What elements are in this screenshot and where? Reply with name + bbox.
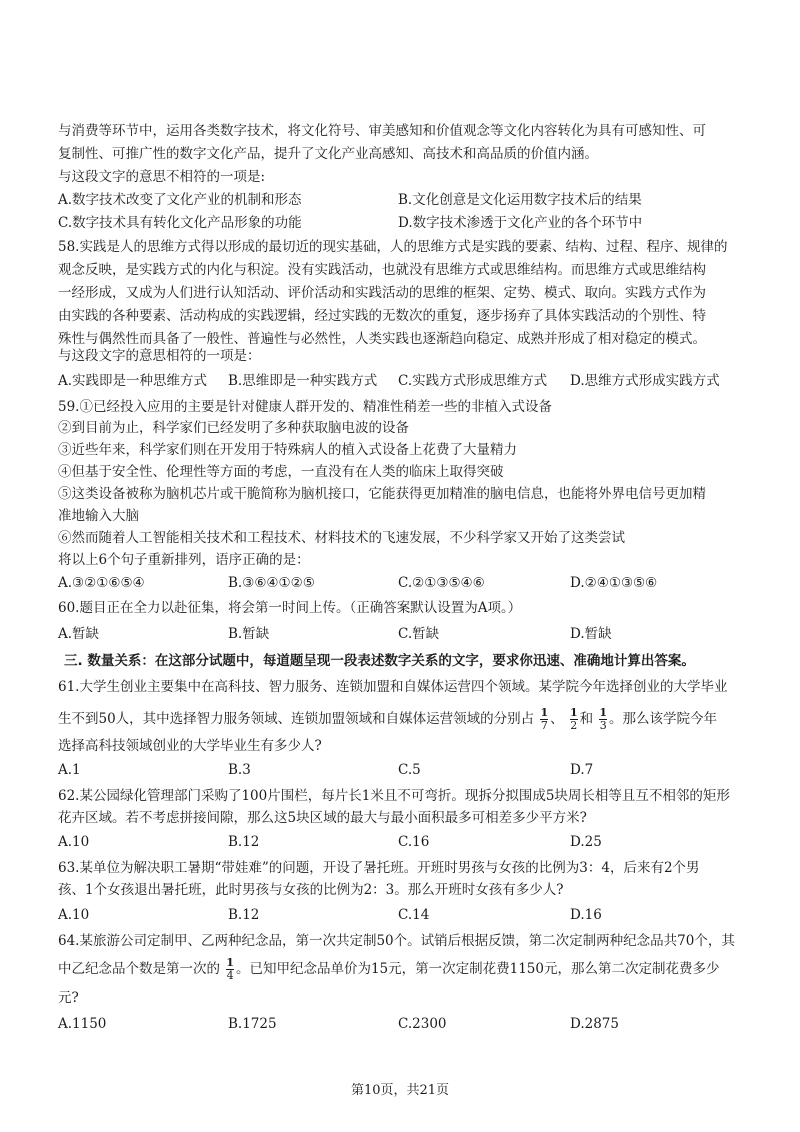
q58-question-stem: 与这段文字的意思相符的一项是： — [58, 348, 261, 364]
q64-option-b[interactable]: B.1725 — [228, 1016, 277, 1032]
fraction-one-seventh — [540, 707, 548, 732]
q59-sentence-2: ②到目前为止，科学家们已经发明了多种获取脑电波的设备 — [58, 420, 409, 436]
q64-option-a[interactable]: A.1150 — [58, 1016, 107, 1032]
q60-option-d[interactable]: D.暂缺 — [570, 626, 612, 642]
q60-option-a[interactable]: A.暂缺 — [58, 626, 100, 642]
q60-option-c[interactable]: C.暂缺 — [398, 626, 440, 642]
q58-option-d[interactable]: D.思维方式形成实践方式 — [570, 373, 720, 389]
q61-option-b[interactable]: B.3 — [228, 762, 251, 778]
q63-stem-line: 63.某单位为解决职工暑期“带娃难”的问题，开设了暑托班。开班时男孩与女孩的比例为3：4，后来有2个男 — [58, 860, 700, 876]
q62-stem-line: 62.某公园绿化管理部门采购了100片围栏，每片长1米且不可弯折。现拆分拟围成5块周长相等且互不相邻的矩形 — [58, 788, 730, 804]
q57-passage-line: 复制性、可推广性的数字文化产品，提升了文化产业高感知、高技术和高品质的价值内涵。 — [58, 146, 598, 162]
q64-option-d[interactable]: D.2875 — [570, 1016, 619, 1032]
fraction-numerator: 1 — [540, 706, 549, 719]
q61-option-d[interactable]: D.7 — [570, 762, 594, 778]
q58-passage-line: 由实践的各种要素、活动构成的实践逻辑，经过实践的无数次的重复，逐步扬弃了具体实践活动的个别性、特 — [58, 308, 706, 324]
q64-stem-line: 64.某旅游公司定制甲、乙两种纪念品，第一次共定制50个。试销后根据反馈，第二次定制两种纪念品共70个，其 — [58, 933, 735, 949]
q64-stem-line: 元? — [58, 990, 79, 1006]
q59-option-b[interactable]: B.③⑥④①②⑤ — [228, 575, 315, 591]
q63-option-d[interactable]: D.16 — [570, 907, 602, 923]
fraction-denominator: 4 — [226, 969, 234, 982]
fraction-numerator: 1 — [599, 706, 608, 719]
fraction-denominator: 2 — [570, 719, 578, 732]
q57-option-c[interactable]: C.数字技术具有转化文化产品形象的功能 — [58, 215, 302, 231]
q61-stem-line-fractions — [58, 704, 717, 734]
q64-stem-text: 。已知甲纪念品单价为15元，第一次定制花费1150元，那么第二次定制花费多少 — [235, 961, 720, 977]
fraction-numerator: 1 — [569, 706, 578, 719]
q63-stem-line: 孩、1个女孩退出暑托班，此时男孩与女孩的比例为2：3。那么开班时女孩有多少人? — [58, 882, 564, 898]
q61-option-a[interactable]: A.1 — [58, 762, 81, 778]
q62-option-c[interactable]: C.16 — [398, 834, 430, 850]
q58-passage-line: 一经形成，又成为人们进行认知活动、评价活动和实践活动的思维的框架、定势、模式、取向。实践方式作为 — [58, 285, 706, 301]
fraction-one-third — [599, 707, 607, 732]
page-number: 第10页，共21页 — [350, 1083, 450, 1098]
q61-stem-text: 。那么该学院今年 — [609, 711, 718, 727]
fraction-one-half — [570, 707, 578, 732]
q60-stem: 60.题目正在全力以赴征集，将会第一时间上传。（正确答案默认设置为A项。） — [58, 600, 522, 616]
q58-passage-line: 观念反映，是实践方式的内化与积淀。没有实践活动，也就没有思维方式或思维结构。而思维方式或思维结构 — [58, 262, 706, 278]
q61-option-c[interactable]: C.5 — [398, 762, 421, 778]
q59-sentence-5: ⑤这类设备被称为脑机芯片或干脆简称为脑机接口，它能获得更加精准的脑电信息，也能将外界电信号更加精 — [58, 486, 706, 502]
q62-option-a[interactable]: A.10 — [58, 834, 90, 850]
q63-option-c[interactable]: C.14 — [398, 907, 430, 923]
q59-option-c[interactable]: C.②①③⑤④⑥ — [398, 575, 485, 591]
q57-option-d[interactable]: D.数字技术渗透于文化产业的各个环节中 — [398, 215, 643, 231]
q62-stem-line: 花卉区域。若不考虑拼接间隙，那么这5块区域的最大与最小面积最多可相差多少平方米? — [58, 810, 587, 826]
q64-option-c[interactable]: C.2300 — [398, 1016, 447, 1032]
q61-and: 和 — [579, 711, 594, 727]
fraction-denominator: 7 — [540, 719, 548, 732]
q57-question-stem: 与这段文字的意思不相符的一项是: — [58, 169, 266, 185]
q59-sentence-1: 59.①已经投入应用的主要是针对健康人群开发的、精准性稍差一些的非植入式设备 — [58, 399, 552, 415]
q58-passage-line: 殊性与偶然性而具备了一般性、普遍性与必然性，人类实践也逐渐趋向稳定、成熟并形成了相对稳定的模式。 — [58, 331, 706, 347]
q59-sentence-6: ⑥然而随着人工智能相关技术和工程技术、材料技术的飞速发展，不少科学家又开始了这类尝试 — [58, 530, 625, 546]
q64-stem-text: 中乙纪念品个数是第一次的 — [58, 961, 220, 977]
q61-stem-line: 61.大学生创业主要集中在高科技、智力服务、连锁加盟和自媒体运营四个领域。某学院今年选择创业的大学毕业 — [58, 679, 728, 695]
q62-option-d[interactable]: D.25 — [570, 834, 602, 850]
q58-option-c[interactable]: C.实践方式形成思维方式 — [398, 373, 548, 389]
q58-option-b[interactable]: B.思维即是一种实践方式 — [228, 373, 378, 389]
q60-option-b[interactable]: B.暂缺 — [228, 626, 270, 642]
q59-option-a[interactable]: A.③②①⑥⑤④ — [58, 575, 145, 591]
fraction-one-quarter — [226, 957, 234, 982]
q58-option-a[interactable]: A.实践即是一种思维方式 — [58, 373, 208, 389]
fraction-numerator: 1 — [226, 956, 234, 969]
q63-option-a[interactable]: A.10 — [58, 907, 90, 923]
q59-sentence-4: ④但基于安全性、伦理性等方面的考虑，一直没有在人类的临床上取得突破 — [58, 464, 504, 480]
section-heading: 三. 数量关系：在这部分试题中，每道题呈现一段表述数字关系的文字，要求你迅速、准确地计算出答案。 — [64, 653, 695, 669]
q59-sentence-5-cont: 准地输入大脑 — [58, 508, 139, 524]
q61-separator: 、 — [550, 711, 564, 727]
q59-sentence-3: ③近些年来，科学家们则在开发用于特殊病人的植入式设备上花费了大量精力 — [58, 442, 517, 458]
fraction-denominator: 3 — [599, 719, 607, 732]
q63-option-b[interactable]: B.12 — [228, 907, 260, 923]
q58-passage-line: 58.实践是人的思维方式得以形成的最切近的现实基础，人的思维方式是实践的要素、结构、过程、程序、规律的 — [58, 239, 728, 255]
q59-question-stem: 将以上6个句子重新排列，语序正确的是： — [58, 552, 310, 568]
q64-stem-line-fraction — [58, 954, 720, 984]
q62-option-b[interactable]: B.12 — [228, 834, 260, 850]
q57-option-b[interactable]: B.文化创意是文化运用数字技术后的结果 — [398, 192, 642, 208]
q61-stem-text: 生不到50人，其中选择智力服务领域、连锁加盟领域和自媒体运营领域的分别占 — [58, 711, 535, 727]
q61-stem-line: 选择高科技领域创业的大学毕业生有多少人? — [58, 738, 322, 754]
q57-option-a[interactable]: A.数字技术改变了文化产业的机制和形态 — [58, 192, 302, 208]
q57-passage-line: 与消费等环节中，运用各类数字技术，将文化符号、审美感知和价值观念等文化内容转化为具有可感知性、可 — [58, 123, 706, 139]
q59-option-d[interactable]: D.②④①③⑤⑥ — [570, 575, 658, 591]
